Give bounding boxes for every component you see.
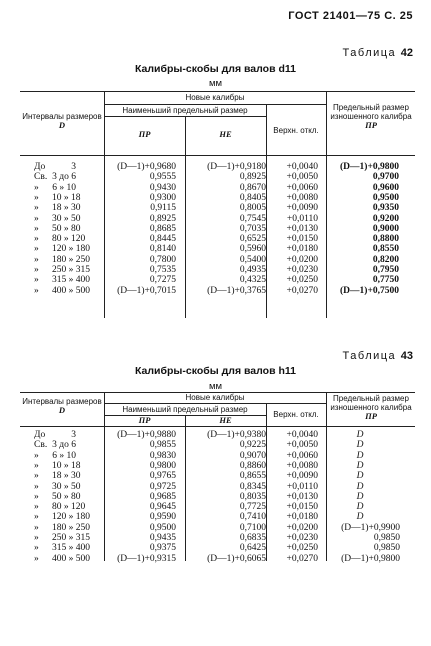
ne-value: 0,7100: [239, 522, 266, 533]
pr-value: 0,8140: [149, 244, 176, 255]
table-row: [0, 234, 431, 244]
wear-limit: 0,9600: [372, 182, 399, 193]
table-42-number: 42: [400, 47, 413, 59]
pr-value: 0,8925: [149, 213, 176, 224]
table-43-label: [343, 350, 413, 362]
wear-limit: D: [356, 471, 364, 482]
pr-value: 0,9300: [149, 192, 176, 203]
table-row: [0, 265, 431, 275]
table-42-intervals-header: Интервалы размеров D: [22, 112, 102, 130]
interval-prefix: »: [34, 223, 39, 234]
upper-deviation: +0,0130: [286, 491, 318, 502]
table-43-upper-dev-header: Верхн. откл.: [273, 410, 319, 419]
wear-limit: D: [356, 430, 364, 440]
ne-value: 0,4935: [239, 265, 266, 275]
pr-value: 0,9375: [149, 543, 176, 554]
ne-value: 0,8670: [239, 182, 266, 193]
upper-deviation: +0,0200: [286, 522, 318, 533]
table-row: [0, 451, 431, 461]
table-row: [0, 533, 431, 543]
ne-value: 0,6525: [239, 234, 266, 245]
interval-range: 18 » 30: [52, 203, 81, 214]
ne-value: 0,7035: [239, 223, 266, 234]
upper-deviation: +0,0270: [286, 553, 318, 564]
table-43-intervals-header: Интервалы размеров D: [22, 397, 102, 415]
interval-prefix: »: [34, 265, 39, 275]
interval-range: 315 » 400: [52, 275, 90, 286]
upper-deviation: +0,0080: [286, 192, 318, 203]
ne-value: 0,4325: [239, 275, 266, 286]
interval-prefix: »: [34, 285, 39, 296]
interval-range: 3: [71, 430, 76, 440]
table-42-pr-header: ПР: [138, 129, 151, 139]
pr-value: 0,8445: [149, 234, 176, 245]
interval-prefix: »: [34, 192, 39, 203]
interval-range: 10 » 18: [52, 192, 81, 203]
pr-value: (D—1)+0,9315: [117, 553, 176, 564]
table-row: [0, 255, 431, 265]
interval-range: 30 » 50: [52, 213, 81, 224]
ne-value: 0,8035: [239, 491, 266, 502]
ne-value: 0,8860: [239, 460, 266, 471]
ne-value: 0,9225: [239, 440, 266, 451]
table-row: [0, 193, 431, 203]
table-row: [0, 214, 431, 224]
interval-range: 3: [71, 162, 76, 172]
table-row: [0, 224, 431, 234]
wear-limit: D: [356, 440, 364, 451]
wear-limit: 0,7750: [372, 275, 399, 286]
wear-limit: (D—1)+0,9900: [341, 522, 400, 533]
upper-deviation: +0,0090: [286, 471, 318, 482]
wear-limit: 0,9000: [372, 223, 399, 234]
ne-value: 0,8925: [239, 172, 266, 183]
pr-value: 0,9685: [149, 491, 176, 502]
table-43-title: Калибры-скобы для валов h11: [135, 365, 296, 377]
interval-prefix: »: [34, 254, 39, 265]
wear-limit: 0,7950: [372, 265, 399, 275]
interval-prefix: До: [34, 162, 46, 172]
interval-range: 120 » 180: [52, 244, 90, 255]
wear-limit: 0,9350: [372, 203, 399, 214]
pr-value: 0,9765: [149, 471, 176, 482]
wear-limit: D: [356, 491, 364, 502]
wear-limit: 0,8800: [372, 234, 399, 245]
ne-value: 0,7725: [239, 502, 266, 513]
upper-deviation: +0,0060: [286, 450, 318, 461]
interval-prefix: »: [34, 491, 39, 502]
interval-prefix: »: [34, 244, 39, 255]
ne-value: 0,9070: [239, 450, 266, 461]
table-row: [0, 471, 431, 481]
wear-limit: 0,9850: [373, 533, 400, 543]
interval-prefix: »: [34, 460, 39, 471]
upper-deviation: +0,0080: [286, 460, 318, 471]
ne-value: 0,8005: [239, 203, 266, 214]
interval-prefix: Св.: [34, 172, 48, 183]
interval-prefix: »: [34, 275, 39, 286]
table-row: [0, 172, 431, 182]
pr-value: 0,9500: [149, 522, 176, 533]
table-43-wear-header: Предельный размер изношенного калибра ПР: [330, 394, 412, 421]
interval-prefix: До: [34, 430, 46, 440]
upper-deviation: +0,0050: [286, 440, 318, 451]
upper-deviation: +0,0110: [286, 481, 318, 492]
upper-deviation: +0,0040: [286, 430, 318, 440]
table-43-new-header: Новые калибры: [185, 393, 245, 402]
wear-limit: 0,9850: [373, 543, 400, 554]
interval-range: 10 » 18: [52, 460, 81, 471]
upper-deviation: +0,0200: [286, 254, 318, 265]
pr-value: 0,9430: [149, 182, 176, 193]
pr-value: 0,7800: [149, 254, 176, 265]
interval-range: 80 » 120: [52, 502, 86, 513]
pr-value: 0,9435: [149, 533, 176, 543]
table-row: [0, 430, 431, 440]
table-43-ne-header: НЕ: [219, 415, 232, 425]
table-row: [0, 183, 431, 193]
interval-prefix: »: [34, 450, 39, 461]
upper-deviation: +0,0230: [286, 265, 318, 275]
table-43-min-limit-header: Наименьший предельный размер: [122, 405, 248, 414]
ne-value: (D—1)+0,3765: [207, 285, 266, 296]
upper-deviation: +0,0250: [286, 275, 318, 286]
upper-deviation: +0,0040: [286, 162, 318, 172]
table-43-label-text: Таблица: [342, 350, 397, 362]
table-row: [0, 523, 431, 533]
table-42-min-limit-header: Наименьший предельный размер: [122, 106, 248, 115]
pr-value: 0,9830: [149, 450, 176, 461]
wear-limit: D: [356, 502, 364, 513]
table-42-new-header: Новые калибры: [185, 93, 245, 102]
page-header: ГОСТ 21401—75 С. 25: [288, 10, 413, 22]
table-row: [0, 512, 431, 522]
upper-deviation: +0,0180: [286, 512, 318, 523]
interval-prefix: »: [34, 481, 39, 492]
wear-limit: 0,9500: [372, 192, 399, 203]
interval-prefix: »: [34, 522, 39, 533]
upper-deviation: +0,0110: [286, 213, 318, 224]
table-row: [0, 502, 431, 512]
table-42-wear-header: Предельный размер изношенного калибра ПР: [330, 103, 412, 130]
pr-value: 0,9855: [149, 440, 176, 451]
table-row: [0, 554, 431, 564]
wear-limit: 0,8550: [372, 244, 399, 255]
wear-limit: 0,8200: [372, 254, 399, 265]
interval-prefix: »: [34, 213, 39, 224]
interval-range: 3 до 6: [52, 172, 76, 183]
ne-value: (D—1)+0,6065: [207, 553, 266, 564]
table-43-pr-header: ПР: [138, 415, 151, 425]
interval-range: 18 » 30: [52, 471, 81, 482]
table-row: [0, 543, 431, 553]
pr-value: 0,8685: [149, 223, 176, 234]
upper-deviation: +0,0090: [286, 203, 318, 214]
table-42-title: Калибры-скобы для валов d11: [135, 63, 296, 75]
table-row: [0, 275, 431, 285]
interval-range: 50 » 80: [52, 223, 81, 234]
ne-value: 0,7410: [239, 512, 266, 523]
upper-deviation: +0,0050: [286, 172, 318, 183]
upper-deviation: +0,0150: [286, 234, 318, 245]
wear-limit: (D—1)+0,9800: [341, 553, 400, 564]
table-42-upper-dev-header: Верхн. откл.: [273, 126, 319, 135]
upper-deviation: +0,0230: [286, 533, 318, 543]
ne-value: (D—1)+0,9380: [207, 430, 266, 440]
interval-prefix: »: [34, 203, 39, 214]
interval-range: 400 » 500: [52, 553, 90, 564]
upper-deviation: +0,0180: [286, 244, 318, 255]
wear-limit: D: [356, 512, 364, 523]
table-row: [0, 482, 431, 492]
wear-limit: 0,9200: [372, 213, 399, 224]
interval-range: 315 » 400: [52, 543, 90, 554]
pr-value: (D—1)+0,7015: [117, 285, 176, 296]
pr-value: (D—1)+0,9680: [117, 162, 176, 172]
pr-value: 0,9555: [149, 172, 176, 183]
ne-value: (D—1)+0,9180: [207, 162, 266, 172]
table-row: [0, 461, 431, 471]
upper-deviation: +0,0150: [286, 502, 318, 513]
interval-prefix: »: [34, 512, 39, 523]
table-row: [0, 203, 431, 213]
table-42-label: [343, 47, 413, 59]
interval-prefix: »: [34, 502, 39, 513]
upper-deviation: +0,0130: [286, 223, 318, 234]
wear-limit: D: [356, 481, 364, 492]
ne-value: 0,5400: [239, 254, 266, 265]
pr-value: 0,9115: [150, 203, 176, 214]
interval-prefix: »: [34, 471, 39, 482]
ne-value: 0,6835: [239, 533, 266, 543]
pr-value: 0,9645: [149, 502, 176, 513]
interval-range: 6 » 10: [52, 450, 76, 461]
wear-limit: D: [356, 460, 364, 471]
table-43-unit: мм: [208, 381, 223, 392]
upper-deviation: +0,0250: [286, 543, 318, 554]
interval-prefix: Св.: [34, 440, 48, 451]
upper-deviation: +0,0060: [286, 182, 318, 193]
interval-range: 30 » 50: [52, 481, 81, 492]
pr-value: 0,9800: [149, 460, 176, 471]
interval-prefix: »: [34, 543, 39, 554]
pr-value: 0,7535: [149, 265, 176, 275]
ne-value: 0,6425: [239, 543, 266, 554]
table-42-unit: мм: [208, 78, 223, 89]
pr-value: 0,7275: [149, 275, 176, 286]
interval-range: 400 » 500: [52, 285, 90, 296]
interval-range: 80 » 120: [52, 234, 86, 245]
table-43-number: 43: [400, 350, 413, 362]
interval-range: 6 » 10: [52, 182, 76, 193]
interval-range: 180 » 250: [52, 522, 90, 533]
pr-value: 0,9590: [149, 512, 176, 523]
ne-value: 0,7545: [239, 213, 266, 224]
wear-limit: D: [356, 450, 364, 461]
pr-value: (D—1)+0,9880: [117, 430, 176, 440]
interval-range: 180 » 250: [52, 254, 90, 265]
interval-prefix: »: [34, 533, 39, 543]
interval-range: 3 до 6: [52, 440, 76, 451]
table-row: [0, 286, 431, 296]
wear-limit: (D—1)+0,7500: [340, 285, 399, 296]
table-row: [0, 244, 431, 254]
interval-range: 120 » 180: [52, 512, 90, 523]
interval-range: 250 » 315: [52, 265, 90, 275]
interval-prefix: »: [34, 553, 39, 564]
ne-value: 0,8345: [239, 481, 266, 492]
interval-range: 250 » 315: [52, 533, 90, 543]
interval-prefix: »: [34, 234, 39, 245]
table-row: [0, 492, 431, 502]
upper-deviation: +0,0270: [286, 285, 318, 296]
interval-prefix: »: [34, 182, 39, 193]
table-row: [0, 440, 431, 450]
interval-range: 50 » 80: [52, 491, 81, 502]
table-42-label-text: Таблица: [342, 47, 397, 59]
ne-value: 0,5960: [239, 244, 266, 255]
pr-value: 0,9725: [149, 481, 176, 492]
ne-value: 0,8405: [239, 192, 266, 203]
wear-limit: 0,9700: [372, 172, 399, 183]
table-row: [0, 162, 431, 172]
wear-limit: (D—1)+0,9800: [340, 162, 399, 172]
table-42-ne-header: НЕ: [219, 129, 232, 139]
ne-value: 0,8655: [239, 471, 266, 482]
